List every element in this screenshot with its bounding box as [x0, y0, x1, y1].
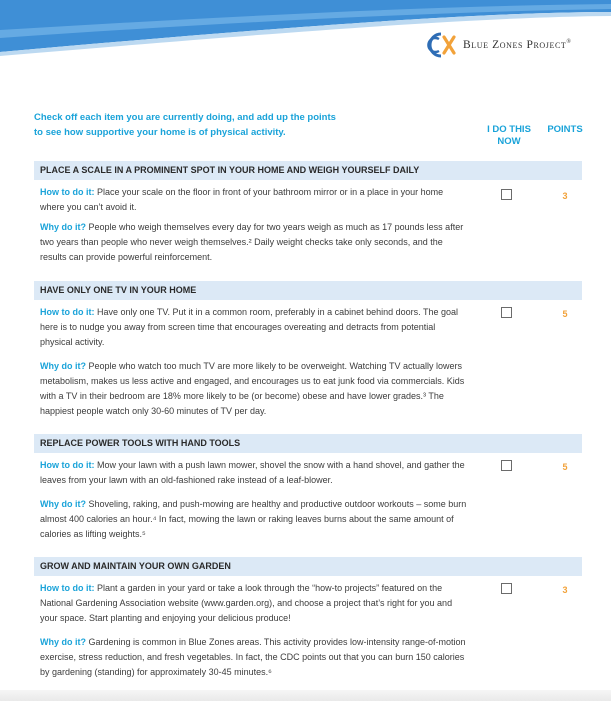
item-title: REPLACE POWER TOOLS WITH HAND TOOLS [34, 434, 582, 453]
item-checkbox[interactable] [501, 583, 512, 594]
item-title: HAVE ONLY ONE TV IN YOUR HOME [34, 281, 582, 300]
item-points: 5 [562, 309, 568, 319]
item-title: PLACE A SCALE IN A PROMINENT SPOT IN YOUR HOME AND WEIGH YOURSELF DAILY [34, 161, 582, 180]
item-points: 5 [562, 462, 568, 472]
checklist-item [34, 281, 582, 419]
column-header-points: POINTS [547, 124, 583, 135]
item-points: 3 [562, 585, 568, 595]
why-text: Why do it? People who weigh themselves every day for two years weigh as much as 17 pounds less after two years than people who never weigh themselves.² Daily weight checks take only seconds, and the results can provide powerful reinforcement. [40, 222, 464, 262]
item-checkbox[interactable] [501, 307, 512, 318]
how-to-text: How to do it: Have only one TV. Put it in a common room, preferably in a cabinet behind doors. The goal here is to nudge you away from screen time that encourages overeating and detracts from potential physical activity. [40, 307, 459, 347]
item-checkbox[interactable] [501, 189, 512, 200]
blue-zones-logo-icon [425, 31, 457, 59]
how-to-text: How to do it: Plant a garden in your yard or take a look through the “how-to projects” featured on the National Gardening Association website (www.garden.org), and choose a project that’s right for you and your space. Start planting and enjoying your delicious produce! [40, 583, 453, 623]
page-bottom-edge [0, 690, 611, 701]
checklist-item [34, 434, 582, 542]
column-header-do-this-now: I DO THIS NOW [487, 124, 531, 147]
intro-text: Check off each item you are currently doing, and add up the points to see how supportive your home is of physical activity. [34, 112, 336, 138]
brand-name: Blue Zones Project® [463, 39, 572, 51]
item-title: GROW AND MAINTAIN YOUR OWN GARDEN [34, 557, 582, 576]
how-to-text: How to do it: Mow your lawn with a push lawn mower, shovel the snow with a hand shovel, and gather the leaves from your lawn with an old-fashioned rake instead of a leaf-blower. [40, 460, 465, 485]
item-points: 3 [562, 191, 568, 201]
why-text: Why do it? Gardening is common in Blue Zones areas. This activity provides low-intensity range-of-motion exercise, stress reduction, and fresh vegetables. In fact, the CDC points out that you can burn 150 calories by gardening (standing) for approximately 30-45 minutes.⁶ [40, 637, 466, 677]
brand-logo [425, 30, 572, 60]
checklist-item [34, 161, 582, 265]
why-text: Why do it? People who watch too much TV are more likely to be overweight. Watching TV actually lowers metabolism, makes us less active and engaged, and encourages us to eat junk food via commercials. Kids with a TV in their bedroom are 18% more likely to be (or become) obese and have lower grades.³ The happiest people watch only 30-60 minutes of TV per day. [40, 361, 465, 416]
checklist-item [34, 557, 582, 680]
how-to-text: How to do it: Place your scale on the floor in front of your bathroom mirror or in a place in your home where you can’t avoid it. [40, 187, 444, 212]
item-checkbox[interactable] [501, 460, 512, 471]
why-text: Why do it? Shoveling, raking, and push-mowing are healthy and productive outdoor workouts – some burn almost 400 calories an hour.⁴ In fact, mowing the lawn or raking leaves burns about the same amount of calories as lifting weights.⁵ [40, 499, 467, 539]
